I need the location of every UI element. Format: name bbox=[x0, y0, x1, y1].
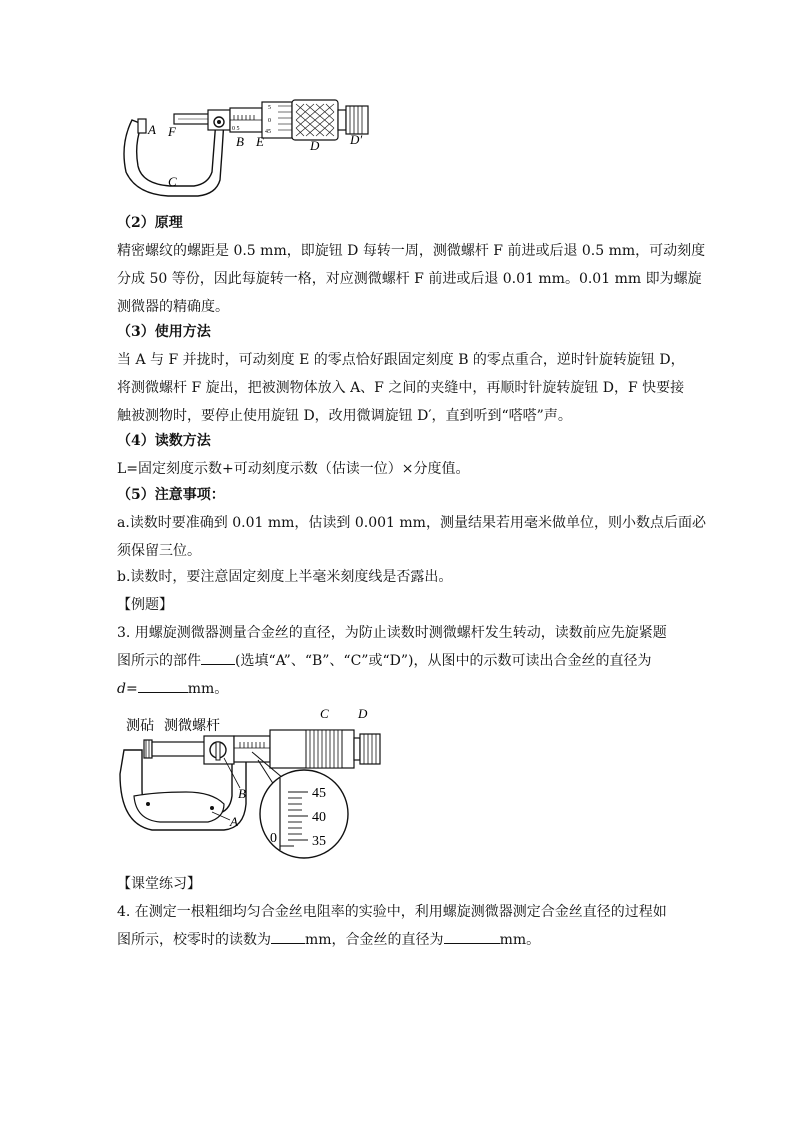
label-d-2: D bbox=[358, 706, 368, 721]
label-d: D bbox=[310, 138, 320, 153]
anvil-2 bbox=[144, 740, 152, 758]
practice-question-line-2 bbox=[117, 926, 682, 954]
label-a: A bbox=[148, 122, 156, 137]
section-5-line-2: 须保留三位。 bbox=[117, 543, 201, 559]
svg-text:5: 5 bbox=[268, 105, 271, 111]
sleeve-2 bbox=[234, 736, 270, 762]
example-q2-text-b: (选填“A”、“B”、“C”或“D”)，从图中的示数可读出合金丝的直径为 bbox=[235, 653, 652, 669]
example-question-line-1: 3. 用螺旋测微器测量合金丝的直径，为防止读数时测微螺杆发生转动，读数前应先旋紧题 bbox=[117, 625, 667, 641]
section-5-heading: （5）注意事项： bbox=[117, 487, 225, 503]
practice-heading: 【课堂练习】 bbox=[117, 876, 201, 892]
zoom-tick-35: 35 bbox=[312, 834, 326, 849]
example-heading: 【例题】 bbox=[117, 597, 173, 613]
section-4-line-1: L=固定刻度示数+可动刻度示数（估读一位）×分度值。 bbox=[117, 461, 470, 477]
label-d-prime: D′ bbox=[350, 132, 363, 147]
label-c-2: C bbox=[320, 706, 329, 721]
section-2-line-3: 测微器的精确度。 bbox=[117, 299, 229, 315]
practice-q2-text-a: 图所示，校零时的读数为 bbox=[117, 932, 271, 948]
micrometer-diagram-2 bbox=[112, 700, 384, 860]
micrometer-diagram-1 bbox=[112, 92, 384, 204]
section-2-heading: （2）原理 bbox=[117, 215, 183, 231]
label-anvil: 测砧 bbox=[126, 718, 154, 734]
example-question-line-3 bbox=[117, 675, 682, 703]
label-b: B bbox=[236, 134, 244, 149]
anvil bbox=[138, 119, 146, 133]
label-c: C bbox=[168, 174, 177, 189]
practice-q2-text-c: mm。 bbox=[499, 932, 541, 948]
svg-text:0: 0 bbox=[268, 118, 271, 124]
example-q3-text-a: d= bbox=[117, 681, 138, 697]
section-2-line-1: 精密螺纹的螺距是 0.5 mm，即旋钮 D 每转一周，测微螺杆 F 前进或后退 0.5 mm，可动刻度 bbox=[117, 243, 706, 259]
example-q3-text-b: mm。 bbox=[187, 681, 229, 697]
zoom-tick-40: 40 bbox=[312, 810, 326, 825]
section-3-line-2: 将测微螺杆 F 旋出，把被测物体放入 A、F 之间的夹缝中，再顺时针旋转旋钮 D，F 快要接 bbox=[117, 380, 685, 396]
answer-blank-wire-diameter[interactable] bbox=[444, 927, 500, 944]
label-f: F bbox=[168, 124, 176, 139]
svg-text:0 5: 0 5 bbox=[232, 126, 240, 132]
label-e: E bbox=[256, 134, 264, 149]
ratchet-d bbox=[360, 734, 380, 764]
svg-text:45: 45 bbox=[265, 129, 271, 135]
label-a-2: A bbox=[230, 814, 238, 829]
label-spindle: 测微螺杆 bbox=[164, 718, 220, 734]
example-q2-text-a: 图所示的部件 bbox=[117, 653, 201, 669]
section-2-line-2: 分成 50 等份，因此每旋转一格，对应测微螺杆 F 前进或后退 0.01 mm。0.01 mm 即为螺旋 bbox=[117, 271, 702, 287]
spindle-2 bbox=[152, 742, 208, 756]
practice-question-line-1: 4. 在测定一根粗细均匀合金丝电阻率的实验中，利用螺旋测微器测定合金丝直径的过程如 bbox=[117, 904, 667, 920]
section-5-line-1: a.读数时要准确到 0.01 mm，估读到 0.001 mm，测量结果若用毫米做单位，则小数点后面必 bbox=[117, 515, 706, 531]
example-question-line-2 bbox=[117, 647, 682, 675]
section-5-line-3: b.读数时，要注意固定刻度上半毫米刻度线是否露出。 bbox=[117, 569, 453, 585]
ratchet-d-prime bbox=[346, 106, 368, 134]
section-3-line-3: 触被测物时，要停止使用旋钮 D，改用微调旋钮 D′，直到听到“嗒嗒”声。 bbox=[117, 408, 572, 424]
section-3-heading: （3）使用方法 bbox=[117, 324, 211, 340]
zoom-tick-45: 45 bbox=[312, 786, 326, 801]
section-4-heading: （4）读数方法 bbox=[117, 433, 211, 449]
label-b-2: B bbox=[238, 786, 246, 801]
zoom-tick-0: 0 bbox=[270, 831, 277, 846]
practice-q2-text-b: mm，合金丝的直径为 bbox=[305, 932, 444, 948]
answer-blank-diameter[interactable] bbox=[138, 676, 188, 693]
answer-blank-zero-reading[interactable] bbox=[271, 927, 305, 944]
answer-blank-part[interactable] bbox=[201, 648, 235, 665]
section-3-line-1: 当 A 与 F 并拢时，可动刻度 E 的零点恰好跟固定刻度 B 的零点重合，逆时针旋转旋钮 D， bbox=[117, 352, 685, 368]
